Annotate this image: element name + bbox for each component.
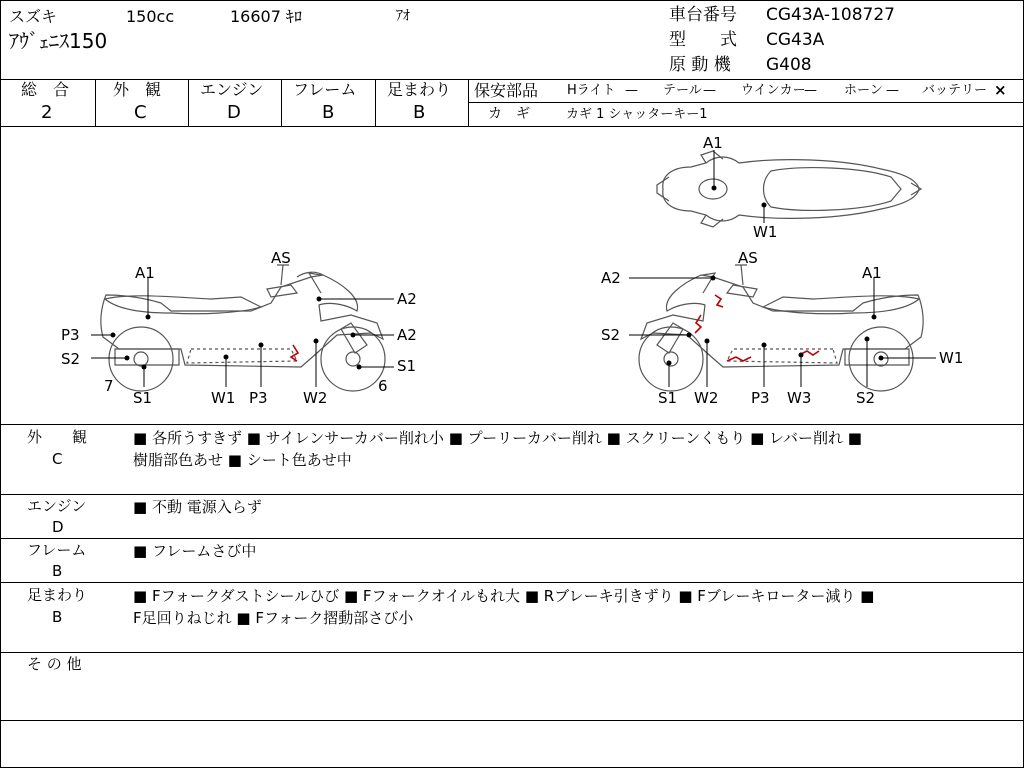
left-view-label-bottom-w1: W1 [211,389,236,407]
divider [95,79,96,127]
grade-label-overall: 総 合 [21,80,70,99]
safety-item-tail: テール [663,83,702,98]
divider [468,79,469,127]
defect-line: ■ 各所うすきず ■ サイレンサーカバー削れ小 ■ プーリーカバー削れ ■ スクリーンくもり ■ レバー削れ ■ [133,429,862,447]
safety-item-battery: バッテリー [922,83,988,98]
section-title: フレーム [27,541,87,559]
defect-line: 樹脂部色あせ ■ シート色あせ中 [133,451,352,469]
divider [1,582,1023,583]
grade-value-engine: D [227,102,241,123]
mileage: 16607 ｷﾛ [230,7,302,26]
top-view-scooter [657,134,921,241]
right-view-scooter [601,249,963,407]
type-label: 型 式 [669,30,737,50]
grade-label-frame: フレーム [293,80,357,99]
section-grade: B [52,608,63,626]
grade-value-suspension: B [413,102,426,123]
frame-no: CG43A-108727 [766,5,895,25]
right-view-label-a1: A1 [862,264,882,282]
left-view-label-p3: P3 [61,326,80,344]
defect-line: ■ フレームさび中 [133,542,257,560]
left-view-scooter [61,249,417,407]
engine-value: G408 [766,55,812,75]
grade-label-suspension: 足まわり [387,80,452,99]
left-view-label-s1: S1 [397,357,417,375]
safety-status-headlight: — [625,83,638,98]
grade-label-engine: エンジン [200,80,264,99]
grade-label-exterior: 外 観 [113,80,162,99]
key-label: カ ギ [488,106,530,122]
safety-item-winker: ウインカー [741,83,806,98]
top-view-label-w1: W1 [753,223,778,241]
left-view-label-as: AS [271,249,291,267]
safety-item-horn: ホーン [844,83,883,98]
grade-value-exterior: C [134,102,147,123]
defect-line: ■ 不動 電源入らず [133,498,262,516]
left-view-label-a2-top: A2 [397,290,417,308]
safety-item-headlight: Hライト [567,83,616,98]
key-value: カギ 1 シャッターキー1 [566,107,708,122]
divider [375,79,376,127]
right-view-label-s2: S2 [601,326,621,344]
left-view-label-bottom-w2: W2 [303,389,328,407]
left-view-label-bottom-p3: P3 [249,389,268,407]
section-grade: B [52,562,63,580]
divider [1,424,1023,425]
section-grade: D [52,518,64,536]
top-view-label-a1: A1 [703,134,723,152]
right-view-label-as: AS [738,249,758,267]
frame-no-label: 車台番号 [669,5,737,25]
right-view-label-w1: W1 [939,349,964,367]
left-view-label-7: 7 [104,377,114,395]
engine-label: 原 動 機 [669,55,731,75]
right-view-label-bottom-s2: S2 [856,389,876,407]
left-view-label-bottom-s1: S1 [133,389,153,407]
right-view-label-bottom-w3: W3 [787,389,812,407]
divider [281,79,282,127]
grade-value-overall: 2 [41,102,53,123]
left-view-label-a2-bottom: A2 [397,326,417,344]
safety-label: 保安部品 [474,81,539,100]
divider [1,720,1023,721]
right-view-label-a2: A2 [601,269,621,287]
right-view-label-bottom-w2: W2 [694,389,719,407]
safety-status-battery: × [994,81,1007,99]
damage-diagram [1,127,1023,425]
left-view-label-a1: A1 [135,264,155,282]
divider [469,102,1023,103]
grade-value-frame: B [322,102,335,123]
section-title: 足まわり [27,586,88,604]
type-value: CG43A [766,30,825,50]
section-grade: C [52,450,63,468]
maker: スズキ [9,7,58,26]
safety-status-winker: — [804,83,817,98]
right-view-label-bottom-s1: S1 [658,389,678,407]
defect-line: ■ Fフォークダストシールひび ■ Fフォークオイルもれ大 ■ Rブレーキ引きずり ■ Fブレーキローター減り ■ [133,587,875,605]
section-title: エンジン [27,497,87,515]
divider [1,652,1023,653]
defect-line: F足回りねじれ ■ Fフォーク摺動部さび小 [133,609,414,627]
displacement: 150cc [126,7,175,26]
left-view-label-6: 6 [378,377,388,395]
model-name: ｱｳﾞｪﾆｽ150 [9,29,108,53]
section-title: そ の 他 [27,655,82,673]
divider [188,79,189,127]
safety-status-horn: — [886,83,899,98]
divider [1,494,1023,495]
left-view-label-s2: S2 [61,350,81,368]
divider [1,538,1023,539]
color: ｱｵ [396,8,410,24]
right-view-label-bottom-p3: P3 [751,389,770,407]
section-title: 外 観 [27,428,88,446]
safety-status-tail: — [703,83,716,98]
